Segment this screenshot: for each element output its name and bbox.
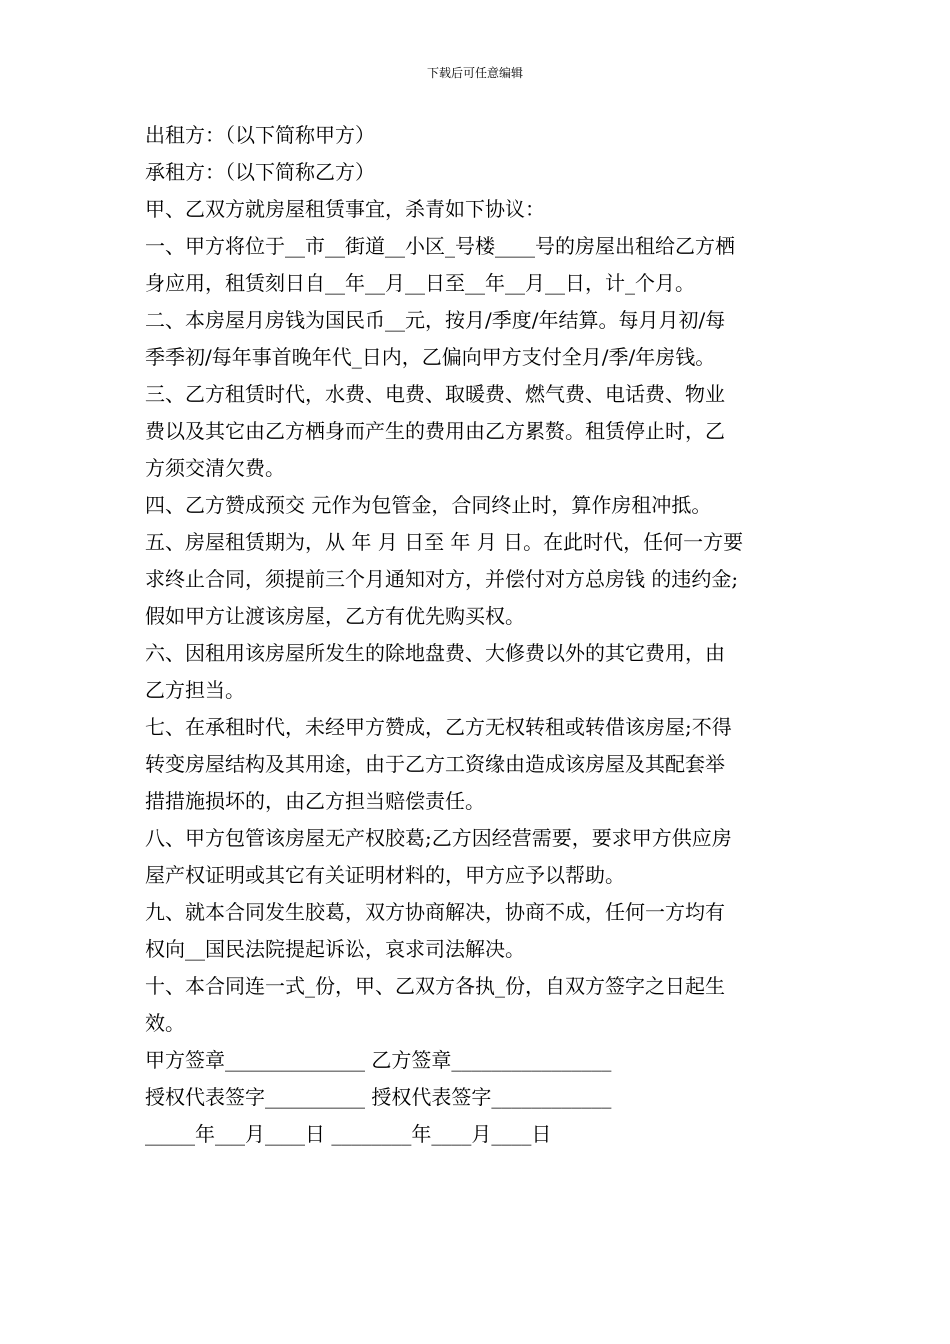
contract-line: 乙方担当。	[145, 678, 245, 702]
contract-line: 二、本房屋月房钱为国民币__元，按月/季度/年结算。每月月初/每	[145, 308, 726, 332]
contract-line: 甲、乙双方就房屋租赁事宜，杀青如下协议：	[145, 197, 545, 221]
contract-line: 五、房屋租赁期为，从 年 月 日至 年 月 日。在此时代，任何一方要	[145, 530, 744, 554]
signature-line-party-a-b: 甲方签章______________ 乙方签章________________	[145, 1048, 612, 1072]
contract-line: 九、就本合同发生胶葛，双方协商解决，协商不成，任何一方均有	[145, 900, 725, 924]
contract-body	[145, 117, 810, 1153]
contract-line: 十、本合同连一式_份，甲、乙双方各执_份，自双方签字之日起生	[145, 974, 725, 998]
contract-line: 六、因租用该房屋所发生的除地盘费、大修费以外的其它费用，由	[145, 641, 725, 665]
contract-line: 权向__国民法院提起诉讼，哀求司法解决。	[145, 937, 525, 961]
page-header-note: 下载后可任意编辑	[426, 66, 523, 80]
contract-line: 八、甲方包管该房屋无产权胶葛;乙方因经营需要，要求甲方供应房	[145, 826, 732, 850]
signature-line-representatives: 授权代表签字__________ 授权代表签字____________	[145, 1085, 612, 1109]
contract-line: 身应用，租赁刻日自__年__月__日至__年__月__日，计_个月。	[145, 271, 695, 295]
contract-line: 七、在承租时代，未经甲方赞成，乙方无权转租或转借该房屋;不得	[145, 715, 732, 739]
contract-line: 效。	[145, 1011, 185, 1035]
contract-line: 一、甲方将位于__市__街道__小区_号楼____号的房屋出租给乙方栖	[145, 234, 735, 258]
date-line: _____年___月____日 ________年____月____日	[145, 1122, 552, 1146]
contract-line: 转变房屋结构及其用途，由于乙方工资缘由造成该房屋及其配套举	[145, 752, 725, 776]
contract-line: 承租方：（以下简称乙方）	[145, 160, 375, 184]
contract-line: 出租方：（以下简称甲方）	[145, 123, 375, 147]
contract-line: 季季初/每年事首晚年代_日内，乙偏向甲方支付全月/季/年房钱。	[145, 345, 716, 369]
contract-line: 求终止合同，须提前三个月通知对方，并偿付对方总房钱 的违约金;	[145, 567, 739, 591]
contract-line: 假如甲方让渡该房屋，乙方有优先购买权。	[145, 604, 525, 628]
contract-line: 措措施损坏的，由乙方担当赔偿责任。	[145, 789, 485, 813]
contract-line: 费以及其它由乙方栖身而产生的费用由乙方累赘。租赁停止时，乙	[145, 419, 725, 443]
contract-line: 屋产权证明或其它有关证明材料的，甲方应予以帮助。	[145, 863, 625, 887]
contract-line: 三、乙方租赁时代，水费、电费、取暖费、燃气费、电话费、物业	[145, 382, 725, 406]
contract-line: 四、乙方赞成预交 元作为包管金，合同终止时，算作房租冲抵。	[145, 493, 712, 517]
contract-line: 方须交清欠费。	[145, 456, 285, 480]
